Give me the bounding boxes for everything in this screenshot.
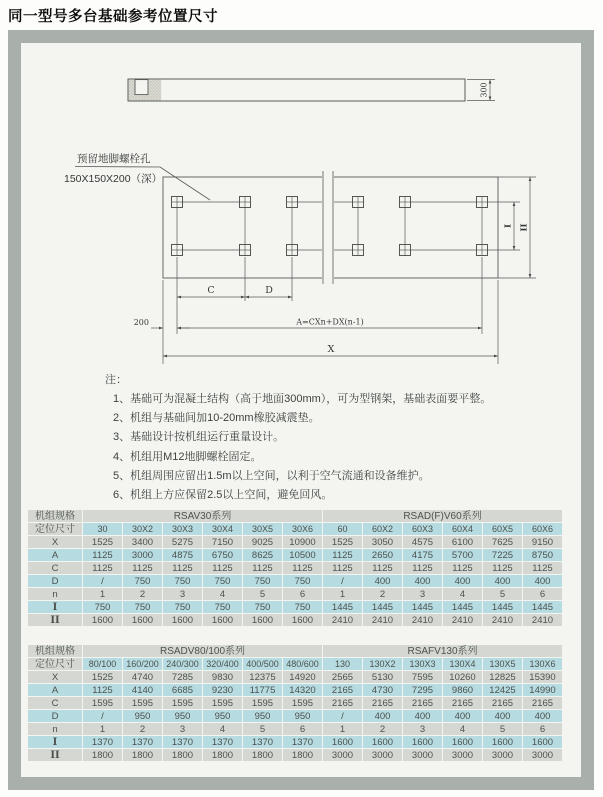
dim-x-label: X <box>327 344 335 355</box>
value-cell: 1125 <box>283 562 322 574</box>
value-cell: 1370 <box>163 736 202 748</box>
value-cell: 1445 <box>323 601 362 613</box>
value-cell: 9230 <box>203 684 242 696</box>
table-row <box>28 562 562 574</box>
value-cell: 950 <box>283 710 322 722</box>
model-label: 400/500 <box>243 658 282 670</box>
row-label: A <box>28 549 82 561</box>
bolt-hole-icon <box>287 197 298 208</box>
model-label: 60 <box>323 523 362 535</box>
value-cell: 1125 <box>323 549 362 561</box>
value-cell: 2165 <box>323 697 362 709</box>
row-label: II <box>28 749 82 761</box>
value-cell: 1125 <box>483 562 522 574</box>
value-cell: 1600 <box>243 614 282 626</box>
value-cell: 2410 <box>323 614 362 626</box>
value-cell: 1600 <box>83 614 122 626</box>
value-cell: 5700 <box>443 549 482 561</box>
value-cell: 1370 <box>243 736 282 748</box>
value-cell: / <box>323 710 362 722</box>
value-cell: 1445 <box>523 601 562 613</box>
value-cell: 10900 <box>283 536 322 548</box>
note-item: 6、机组上方应保留2.5以上空间，避免回风。 <box>113 489 333 502</box>
value-cell: 400 <box>403 575 442 587</box>
value-cell: 10500 <box>283 549 322 561</box>
value-cell: 750 <box>283 601 322 613</box>
value-cell: 1370 <box>83 736 122 748</box>
model-label: 60X6 <box>523 523 562 535</box>
note-item: 4、机组用M12地脚螺栓固定。 <box>113 450 262 463</box>
value-cell: 11775 <box>243 684 282 696</box>
value-cell: 950 <box>243 710 282 722</box>
model-label: 130X4 <box>443 658 482 670</box>
value-cell: 6 <box>283 723 322 735</box>
row-label: A <box>28 684 82 696</box>
series-name: RSAV30系列 <box>83 510 322 522</box>
value-cell: 1525 <box>83 536 122 548</box>
value-cell: 750 <box>243 601 282 613</box>
model-label: 160/200 <box>123 658 162 670</box>
dim-300-label: 300 <box>479 82 489 98</box>
table-row <box>28 697 562 709</box>
model-label: 80/100 <box>83 658 122 670</box>
value-cell: 1600 <box>483 736 522 748</box>
foundation-drawing <box>21 43 581 368</box>
value-cell: 1125 <box>323 562 362 574</box>
foundation-elevation-outline <box>128 79 465 101</box>
value-cell: 3 <box>163 723 202 735</box>
value-cell: 4730 <box>363 684 402 696</box>
value-cell: 750 <box>203 575 242 587</box>
value-cell: 2 <box>363 588 402 600</box>
value-cell: 7285 <box>163 671 202 683</box>
value-cell: 1125 <box>443 562 482 574</box>
value-cell: 12375 <box>243 671 282 683</box>
table-row <box>28 684 562 696</box>
table-row <box>28 736 562 748</box>
note-item: 2、机组与基础间加10-20mm橡胶减震垫。 <box>113 412 320 425</box>
value-cell: 4175 <box>403 549 442 561</box>
row-label: II <box>28 614 82 626</box>
note-item: 3、基础设计按机组运行重量设计。 <box>113 431 285 444</box>
dim-roman2-label: II <box>519 223 530 232</box>
value-cell: 2165 <box>403 697 442 709</box>
value-cell: 9150 <box>523 536 562 548</box>
value-cell: 3000 <box>363 749 402 761</box>
row-label: X <box>28 671 82 683</box>
row-label: D <box>28 575 82 587</box>
value-cell: 7295 <box>403 684 442 696</box>
bolt-hole-notch <box>135 80 148 95</box>
value-cell: 2565 <box>323 671 362 683</box>
value-cell: 3 <box>403 723 442 735</box>
value-cell: 7150 <box>203 536 242 548</box>
value-cell: 3400 <box>123 536 162 548</box>
value-cell: 12425 <box>483 684 522 696</box>
bolt-hole-icon <box>172 197 183 208</box>
value-cell: 1600 <box>203 614 242 626</box>
row-label: n <box>28 723 82 735</box>
note-item: 5、机组周围应留出1.5m以上空间，以利于空气流通和设备维护。 <box>113 469 430 482</box>
model-label: 130 <box>323 658 362 670</box>
table-row <box>28 549 562 561</box>
row-label: D <box>28 710 82 722</box>
value-cell: 1125 <box>243 562 282 574</box>
value-cell: 750 <box>283 575 322 587</box>
value-cell: 1525 <box>323 536 362 548</box>
value-cell: 1600 <box>363 736 402 748</box>
value-cell: 950 <box>123 710 162 722</box>
value-cell: 2410 <box>483 614 522 626</box>
dim-c-label: C <box>207 285 215 296</box>
value-cell: 1800 <box>243 749 282 761</box>
value-cell: 6100 <box>443 536 482 548</box>
value-cell: 6 <box>283 588 322 600</box>
bolt-hole-icon <box>353 197 364 208</box>
value-cell: 2410 <box>443 614 482 626</box>
value-cell: 5 <box>243 723 282 735</box>
value-cell: 14320 <box>283 684 322 696</box>
value-cell: 9025 <box>243 536 282 548</box>
table-row <box>28 749 562 761</box>
bolt-hole-icon <box>240 197 251 208</box>
value-cell: 3000 <box>123 549 162 561</box>
value-cell: 1370 <box>123 736 162 748</box>
value-cell: 1445 <box>483 601 522 613</box>
value-cell: 5 <box>243 588 282 600</box>
table-corner-unit-spec: 机组规格 <box>28 510 82 522</box>
value-cell: 4 <box>443 588 482 600</box>
value-cell: / <box>83 710 122 722</box>
value-cell: 14920 <box>283 671 322 683</box>
dim-roman1-label: I <box>503 224 514 228</box>
value-cell: 1125 <box>363 562 402 574</box>
bolt-hole-icon <box>172 245 183 256</box>
model-label: 130X5 <box>483 658 522 670</box>
value-cell: 2165 <box>323 684 362 696</box>
value-cell: 1600 <box>283 614 322 626</box>
value-cell: 1525 <box>83 671 122 683</box>
value-cell: 14990 <box>523 684 562 696</box>
model-label: 60X4 <box>443 523 482 535</box>
value-cell: 950 <box>203 710 242 722</box>
value-cell: 3000 <box>323 749 362 761</box>
value-cell: 750 <box>163 601 202 613</box>
value-cell: 1800 <box>123 749 162 761</box>
value-cell: 1 <box>323 723 362 735</box>
table-row <box>28 588 562 600</box>
table-row <box>28 575 562 587</box>
content-area <box>21 43 581 777</box>
bolt-hole-label-line2: 150X150X200（深） <box>64 173 163 185</box>
value-cell: 3000 <box>403 749 442 761</box>
note-item: 1、基础可为混凝土结构（高于地面300mm），可为型钢架，基础表面要平整。 <box>113 393 492 405</box>
value-cell: 400 <box>483 710 522 722</box>
value-cell: 1445 <box>403 601 442 613</box>
notes-heading: 注： <box>105 374 127 386</box>
value-cell: 400 <box>523 575 562 587</box>
value-cell: 1125 <box>403 562 442 574</box>
value-cell: 1125 <box>83 684 122 696</box>
value-cell: 2410 <box>403 614 442 626</box>
value-cell: 1800 <box>83 749 122 761</box>
table-row <box>28 710 562 722</box>
value-cell: 950 <box>163 710 202 722</box>
value-cell: 8625 <box>243 549 282 561</box>
value-cell: 4 <box>443 723 482 735</box>
value-cell: 1800 <box>283 749 322 761</box>
table-row <box>28 614 562 626</box>
value-cell: 1595 <box>203 697 242 709</box>
value-cell: 7625 <box>483 536 522 548</box>
value-cell: 6 <box>523 723 562 735</box>
series-name: RSAD(F)V60系列 <box>323 510 562 522</box>
value-cell: 5 <box>483 588 522 600</box>
model-label: 130X3 <box>403 658 442 670</box>
value-cell: 2165 <box>523 697 562 709</box>
model-label: 30X2 <box>123 523 162 535</box>
value-cell: 7595 <box>403 671 442 683</box>
value-cell: 5130 <box>363 671 402 683</box>
value-cell: 750 <box>123 575 162 587</box>
model-label: 60X5 <box>483 523 522 535</box>
dimension-table-30-60 <box>27 509 563 627</box>
value-cell: 1595 <box>243 697 282 709</box>
bolt-hole-icon <box>240 245 251 256</box>
value-cell: 12825 <box>483 671 522 683</box>
value-cell: / <box>83 575 122 587</box>
row-label: C <box>28 697 82 709</box>
value-cell: 1800 <box>203 749 242 761</box>
row-label: n <box>28 588 82 600</box>
model-label: 30X4 <box>203 523 242 535</box>
page-title: 同一型号多台基础参考位置尺寸 <box>8 9 218 25</box>
dim-200-label: 200 <box>133 318 149 327</box>
value-cell: 2165 <box>483 697 522 709</box>
value-cell: 1125 <box>83 562 122 574</box>
value-cell: 400 <box>443 710 482 722</box>
row-label: I <box>28 736 82 748</box>
table-row <box>28 723 562 735</box>
elevation-view <box>128 79 495 101</box>
table-corner-position-size: 定位尺寸 <box>28 523 82 535</box>
value-cell: 1595 <box>83 697 122 709</box>
value-cell: 400 <box>523 710 562 722</box>
notes-section <box>105 371 575 505</box>
value-cell: 1370 <box>203 736 242 748</box>
value-cell: 3050 <box>363 536 402 548</box>
table-row <box>28 671 562 683</box>
content-frame <box>8 30 594 790</box>
value-cell: 1595 <box>123 697 162 709</box>
value-cell: 400 <box>483 575 522 587</box>
bolt-hole-icon <box>400 245 411 256</box>
value-cell: 1600 <box>443 736 482 748</box>
bolt-hole-icon <box>477 245 488 256</box>
row-label: I <box>28 601 82 613</box>
series-name: RSADV80/100系列 <box>83 645 322 657</box>
model-label: 60X2 <box>363 523 402 535</box>
value-cell: 750 <box>163 575 202 587</box>
bolt-hole-icon <box>477 197 488 208</box>
value-cell: 7225 <box>483 549 522 561</box>
value-cell: 1600 <box>403 736 442 748</box>
value-cell: 400 <box>363 575 402 587</box>
value-cell: 1600 <box>323 736 362 748</box>
value-cell: 1 <box>323 588 362 600</box>
value-cell: 15390 <box>523 671 562 683</box>
model-label: 240/300 <box>163 658 202 670</box>
value-cell: 1 <box>83 588 122 600</box>
value-cell: 400 <box>443 575 482 587</box>
value-cell: 2 <box>363 723 402 735</box>
dim-d-label: D <box>265 285 273 296</box>
dimension-table <box>27 509 563 627</box>
value-cell: 2165 <box>443 697 482 709</box>
value-cell: 1125 <box>123 562 162 574</box>
dim-formula-label: A=CXn+DX(n-1) <box>296 317 364 327</box>
value-cell: 6 <box>523 588 562 600</box>
value-cell: 1370 <box>283 736 322 748</box>
model-label: 130X2 <box>363 658 402 670</box>
dimension-table <box>27 644 563 762</box>
value-cell: 1595 <box>283 697 322 709</box>
value-cell: 1600 <box>163 614 202 626</box>
value-cell: 4 <box>203 588 242 600</box>
plan-view <box>163 171 498 284</box>
bolt-hole-icon <box>287 245 298 256</box>
table-corner-unit-spec: 机组规格 <box>28 645 82 657</box>
model-label: 480/600 <box>283 658 322 670</box>
value-cell: 2650 <box>363 549 402 561</box>
model-label: 30X3 <box>163 523 202 535</box>
value-cell: 1125 <box>163 562 202 574</box>
value-cell: 1125 <box>203 562 242 574</box>
value-cell: 5 <box>483 723 522 735</box>
value-cell: 4875 <box>163 549 202 561</box>
value-cell: 750 <box>203 601 242 613</box>
value-cell: 1445 <box>443 601 482 613</box>
value-cell: 8750 <box>523 549 562 561</box>
value-cell: 9860 <box>443 684 482 696</box>
value-cell: 1600 <box>123 614 162 626</box>
value-cell: 3000 <box>443 749 482 761</box>
value-cell: 2410 <box>523 614 562 626</box>
value-cell: 400 <box>363 710 402 722</box>
row-label: X <box>28 536 82 548</box>
bolt-hole-label-line1: 预留地脚螺栓孔 <box>77 153 151 165</box>
model-label: 60X3 <box>403 523 442 535</box>
value-cell: 750 <box>243 575 282 587</box>
value-cell: 9830 <box>203 671 242 683</box>
value-cell: / <box>323 575 362 587</box>
value-cell: 10260 <box>443 671 482 683</box>
model-label: 30X5 <box>243 523 282 535</box>
model-label: 30X6 <box>283 523 322 535</box>
row-label: C <box>28 562 82 574</box>
value-cell: 3000 <box>483 749 522 761</box>
value-cell: 750 <box>123 601 162 613</box>
value-cell: 4740 <box>123 671 162 683</box>
value-cell: 6685 <box>163 684 202 696</box>
value-cell: 2 <box>123 588 162 600</box>
value-cell: 1600 <box>523 736 562 748</box>
value-cell: 3 <box>403 588 442 600</box>
value-cell: 400 <box>403 710 442 722</box>
value-cell: 3000 <box>523 749 562 761</box>
value-cell: 1445 <box>363 601 402 613</box>
value-cell: 750 <box>83 601 122 613</box>
bolt-hole-icon <box>353 245 364 256</box>
model-label: 130X6 <box>523 658 562 670</box>
series-name: RSAFV130系列 <box>323 645 562 657</box>
value-cell: 1125 <box>523 562 562 574</box>
value-cell: 5275 <box>163 536 202 548</box>
value-cell: 4 <box>203 723 242 735</box>
model-label: 320/400 <box>203 658 242 670</box>
bolt-hole-icon <box>400 197 411 208</box>
value-cell: 3 <box>163 588 202 600</box>
model-label: 30 <box>83 523 122 535</box>
value-cell: 1125 <box>83 549 122 561</box>
value-cell: 1800 <box>163 749 202 761</box>
value-cell: 2 <box>123 723 162 735</box>
table-row <box>28 601 562 613</box>
value-cell: 4575 <box>403 536 442 548</box>
value-cell: 1 <box>83 723 122 735</box>
value-cell: 1595 <box>163 697 202 709</box>
value-cell: 2165 <box>363 697 402 709</box>
value-cell: 4140 <box>123 684 162 696</box>
table-corner-position-size: 定位尺寸 <box>28 658 82 670</box>
value-cell: 6750 <box>203 549 242 561</box>
dimension-table-80-130 <box>27 644 563 762</box>
table-row <box>28 536 562 548</box>
value-cell: 2410 <box>363 614 402 626</box>
